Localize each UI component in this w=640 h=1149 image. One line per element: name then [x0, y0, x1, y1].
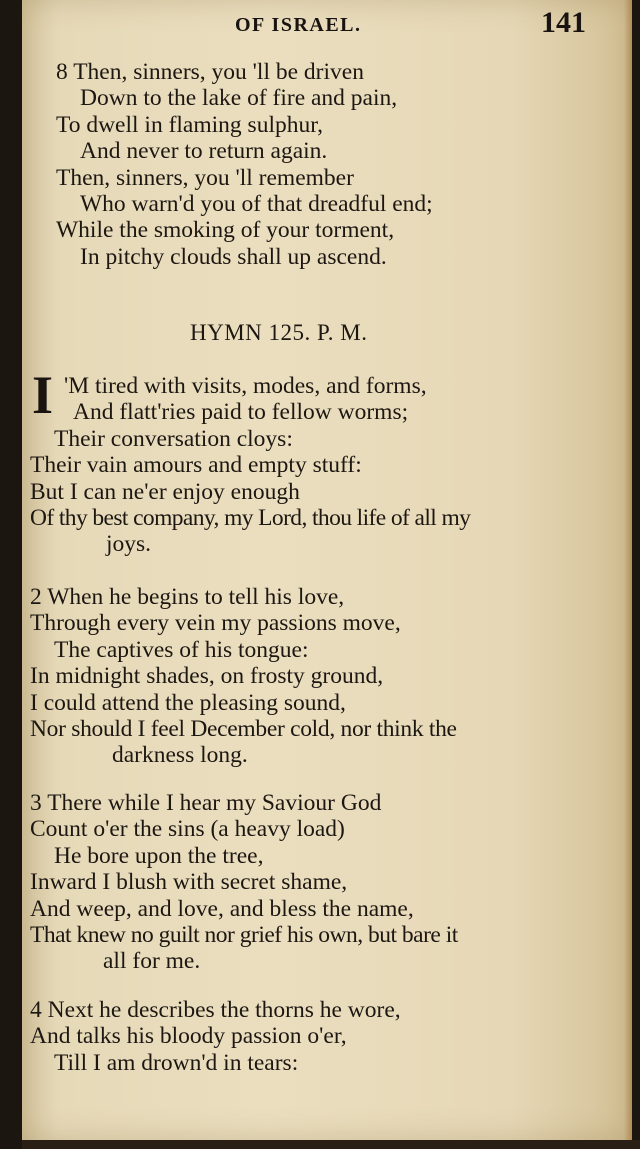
hymn-stanza-3	[30, 790, 610, 975]
stanza-line: 2 When he begins to tell his love,	[30, 584, 345, 610]
stanza-line: 8 Then, sinners, you 'll be driven	[56, 59, 364, 85]
stanza-line: Down to the lake of fire and pain,	[80, 85, 398, 112]
hymn-title: HYMN 125. P. M.	[190, 320, 368, 345]
stanza-line: While the smoking of your torment,	[56, 217, 395, 244]
stanza-line: The captives of his tongue:	[54, 636, 309, 663]
stanza-line: Count o'er the sins (a heavy load)	[30, 816, 345, 843]
running-title: OF ISRAEL.	[235, 14, 362, 36]
stanza-line: And talks his bloody passion o'er,	[30, 1023, 347, 1050]
stanza-8	[56, 59, 636, 270]
stanza-line: Who warn'd you of that dreadful end;	[80, 190, 433, 217]
page-number: 141	[541, 6, 586, 39]
stanza-line: That knew no guilt nor grief his own, but bare it	[30, 921, 458, 948]
stanza-line: Of thy best company, my Lord, thou life of all my	[30, 504, 471, 531]
stanza-line: And flatt'ries paid to fellow worms;	[73, 399, 409, 426]
stanza-line: But I can ne'er enjoy enough	[30, 478, 300, 505]
stanza-line: Their vain amours and empty stuff:	[30, 452, 362, 479]
stanza-line: Through every vein my passions move,	[30, 610, 401, 637]
stanza-line: In pitchy clouds shall up ascend.	[80, 243, 387, 270]
stanza-line: In midnight shades, on frosty ground,	[30, 663, 384, 690]
stanza-line: And weep, and love, and bless the name,	[30, 895, 414, 922]
stanza-line: He bore upon the tree,	[54, 842, 264, 869]
stanza-line: 3 There while I hear my Saviour God	[30, 790, 382, 816]
stanza-line: Then, sinners, you 'll remember	[56, 164, 354, 191]
stanza-line: Inward I blush with secret shame,	[30, 869, 348, 896]
stanza-line: all for me.	[103, 948, 201, 975]
stanza-line: To dwell in flaming sulphur,	[56, 111, 323, 138]
drop-cap: I	[32, 365, 54, 425]
stanza-line: Their conversation cloys:	[54, 425, 293, 452]
stanza-line: darkness long.	[112, 742, 248, 769]
hymn-stanza-1	[30, 373, 610, 558]
stanza-line: joys.	[106, 531, 152, 558]
stanza-line: 4 Next he describes the thorns he wore,	[30, 997, 401, 1023]
hymn-stanza-2	[30, 584, 610, 769]
stanza-line: 'M tired with visits, modes, and forms,	[64, 373, 427, 399]
stanza-line: Till I am drown'd in tears:	[54, 1049, 299, 1076]
page-bottom-shadow	[22, 1140, 640, 1149]
stanza-line: And never to return again.	[80, 138, 328, 165]
stanza-line: Nor should I feel December cold, nor think the	[30, 715, 457, 742]
stanza-line: I could attend the pleasing sound,	[30, 689, 346, 716]
hymn-stanza-4	[30, 997, 610, 1076]
